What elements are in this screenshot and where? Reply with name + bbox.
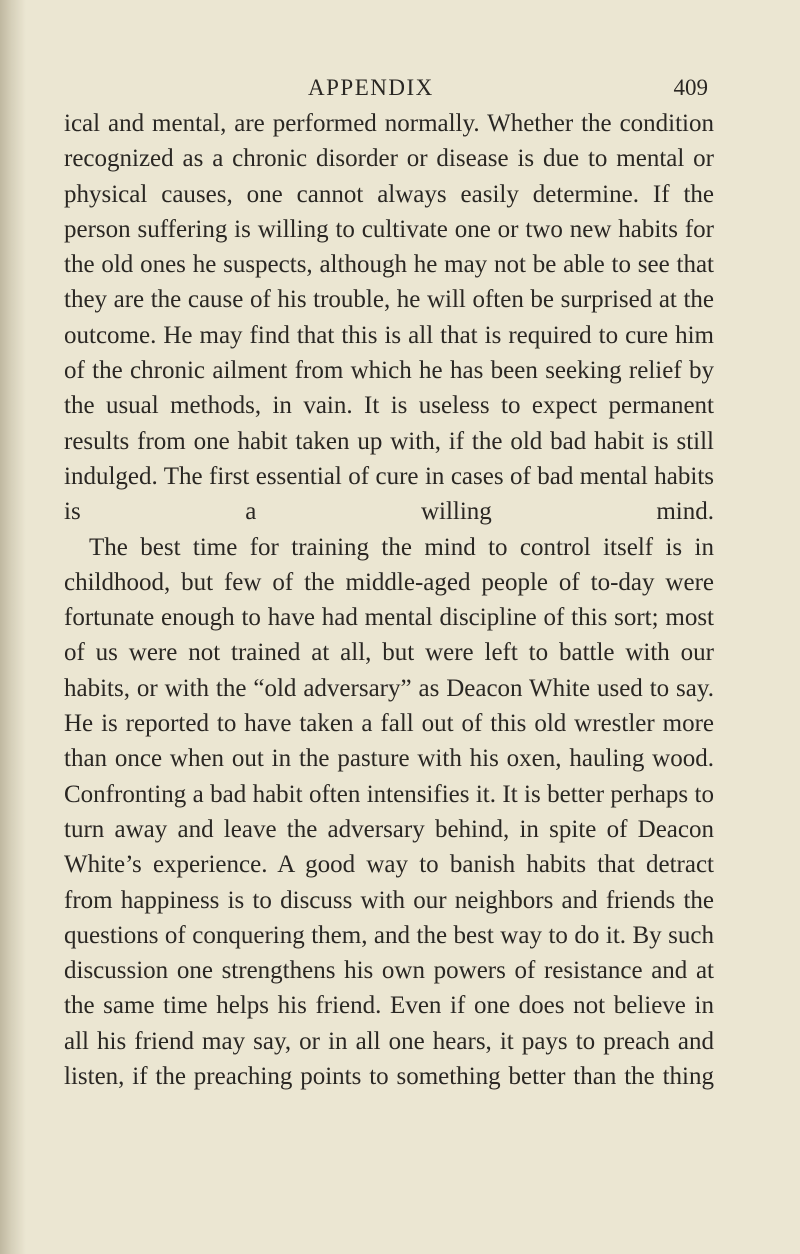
running-head-title: APPENDIX [308, 75, 434, 100]
page-number: 409 [673, 75, 708, 100]
paragraph: The best time for training the mind to control itself is in childhood, but few of the middle-aged people of to-day were fortunate enough to have had mental discipline of this sort; most of us were not trained at all, but were left to battle with our habits, or with the “old adversary” as Deacon White used to say. He is reported to have taken a fall out of this old wrestler more than once when out in the pasture with his oxen, hauling wood. Confronting a bad habit often intensifies it. It is better perhaps to turn away and leave the adversary behind, in spite of Deacon White’s experience. A good way to banish habits that detract from happiness is to discuss with our neighbors and friends the questions of conquering them, and the best way to do it. By such discussion one strengthens his own powers of resistance and at the same time helps his friend. Even if one does not believe in all his friend may say, or in all one hears, it pays to preach and listen, if the preaching points to something better than the thing [64, 533, 714, 1091]
binding-gutter-shadow [0, 0, 26, 1254]
paragraph-continued: ical and mental, are performed normally. Whether the condition recognized as a chronic disorder or disease is due to mental or physical causes, one cannot always easily determine. If the person suffering is willing to cultivate one or two new habits for the old ones he suspects, although he may not be able to see that they are the cause of his trouble, he will often be surprised at the outcome. He may find that this is all that is required to cure him of the chronic ailment from which he has been seeking relief by the usual methods, in vain. It is useless to expect permanent results from one habit taken up with, if the old bad habit is still indulged. The first essential of cure in cases of bad mental habits is a willing mind. [64, 110, 714, 526]
running-head [0, 70, 800, 106]
body-text [64, 106, 714, 1094]
